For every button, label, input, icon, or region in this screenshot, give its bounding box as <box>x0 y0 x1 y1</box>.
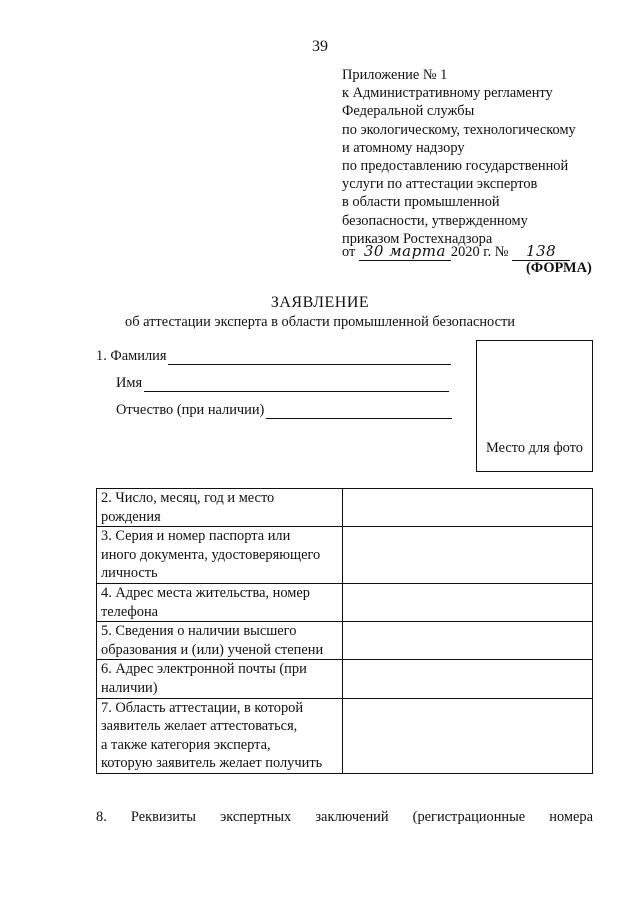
order-date-line <box>342 242 570 261</box>
table-row <box>97 489 593 527</box>
form-label: (ФОРМА) <box>526 260 592 276</box>
table-row-value[interactable] <box>343 489 593 527</box>
table-row-label <box>97 660 343 698</box>
handwritten-date: 30 марта <box>359 242 451 261</box>
appendix-header <box>342 66 602 248</box>
year-text: 2020 г. № <box>450 244 509 260</box>
patronymic-label: Отчество (при наличии) <box>116 402 265 418</box>
table-row <box>97 527 593 584</box>
table-label-line: заявитель желает аттестоваться, <box>101 718 298 735</box>
surname-label: 1. Фамилия <box>96 348 167 364</box>
appendix-line: в области промышленной <box>342 194 500 211</box>
table-label-line: а также категория эксперта, <box>101 736 271 753</box>
table-label-line: телефона <box>101 603 159 620</box>
name-field[interactable] <box>116 375 449 392</box>
table-row-label <box>97 489 343 527</box>
appendix-line: по предоставлению государственной <box>342 158 569 175</box>
table-row-value[interactable] <box>343 698 593 773</box>
table-row <box>97 698 593 773</box>
table-row-label <box>97 583 343 621</box>
appendix-line: по экологическому, технологическому <box>342 121 576 138</box>
appendix-line: Приложение № 1 <box>342 67 448 83</box>
date-prefix: от <box>342 244 356 260</box>
page-number: 39 <box>312 38 328 55</box>
applicant-info-table <box>96 488 593 774</box>
document-title: ЗАЯВЛЕНИЕ <box>270 294 370 311</box>
table-row-value[interactable] <box>343 622 593 660</box>
photo-placeholder-box <box>476 340 593 472</box>
table-label-line: 7. Область аттестации, в которой <box>101 699 304 716</box>
name-label: Имя <box>116 375 143 391</box>
table-label-line: 3. Серия и номер паспорта или <box>101 528 291 545</box>
table-label-line: рождения <box>101 508 161 525</box>
patronymic-underline[interactable] <box>266 404 452 419</box>
table-row-label <box>97 622 343 660</box>
appendix-line: к Административному регламенту <box>342 85 553 102</box>
table-label-line: личность <box>101 565 158 582</box>
name-underline[interactable] <box>144 377 449 392</box>
table-row-value[interactable] <box>343 660 593 698</box>
item-8-text: 8. Реквизиты экспертных заключений (регистрационные номера <box>96 809 593 825</box>
table-label-line: 6. Адрес электронной почты (при <box>101 661 307 678</box>
appendix-line: и атомному надзору <box>342 139 465 156</box>
table-row <box>97 660 593 698</box>
table-label-line: иного документа, удостоверяющего <box>101 546 321 563</box>
table-row-label <box>97 698 343 773</box>
surname-underline[interactable] <box>168 350 451 365</box>
patronymic-field[interactable] <box>116 402 452 419</box>
table-label-line: которую заявитель желает получить <box>101 755 323 772</box>
table-row <box>97 583 593 621</box>
table-row <box>97 622 593 660</box>
appendix-line: услуги по аттестации экспертов <box>342 176 538 193</box>
table-row-value[interactable] <box>343 583 593 621</box>
appendix-line: приказом Ростехнадзора <box>342 230 493 247</box>
table-row-value[interactable] <box>343 527 593 584</box>
table-label-line: 4. Адрес места жительства, номер <box>101 584 310 601</box>
appendix-line: безопасности, утвержденному <box>342 212 528 229</box>
table-label-line: 2. Число, месяц, год и место <box>101 490 275 506</box>
handwritten-order-number: 138 <box>512 242 570 261</box>
table-row-label <box>97 527 343 584</box>
table-label-line: образования и (или) ученой степени <box>101 641 324 658</box>
table-label-line: 5. Сведения о наличии высшего <box>101 623 297 640</box>
document-subtitle: об аттестации эксперта в области промышленной безопасности <box>125 314 515 330</box>
table-label-line: наличии) <box>101 679 158 696</box>
photo-placeholder-label: Место для фото <box>486 440 583 456</box>
surname-field[interactable] <box>96 348 451 365</box>
appendix-line: Федеральной службы <box>342 103 475 120</box>
